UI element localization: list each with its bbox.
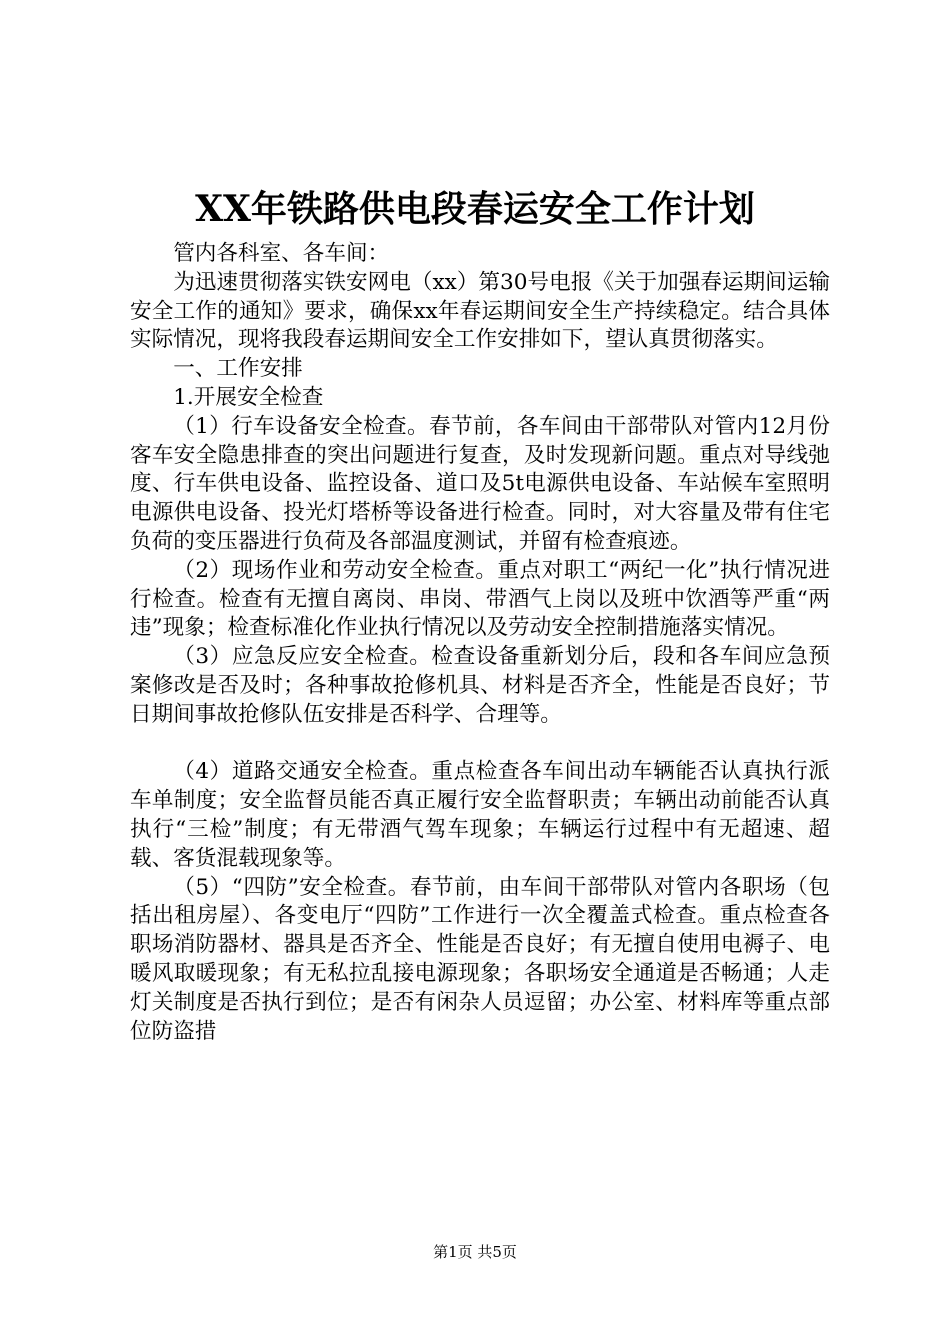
intro-paragraph: 为迅速贯彻落实铁安网电（xx）第30号电报《关于加强春运期间运输安全工作的通知》要求，确保xx年春运期间安全生产持续稳定。结合具体实际情况，现将我段春运期间安全工作安排如下，望认真贯彻落实。 — [130, 269, 830, 353]
salutation: 管内各科室、各车间： — [173, 241, 390, 266]
item-paragraph: （1）行车设备安全检查。春节前，各车间由干部带队对管内12月份客车安全隐患排查的突出问题进行复查，及时发现新问题。重点对导线弛度、行车供电设备、监控设备、道口及5t电源供电设备、车站候车室照明电源供电设备、投光灯塔桥等设备进行检查。同时，对大容量及带有住宅负荷的变压器进行负荷及各部温度测试，并留有检查痕迹。 — [130, 413, 830, 554]
item-paragraph: （2）现场作业和劳动安全检查。重点对职工“两纪一化”执行情况进行检查。检查有无擅自离岗、串岗、带酒气上岗以及班中饮酒等严重“两违”现象；检查标准化作业执行情况以及劳动安全控制措施落实情况。 — [130, 557, 830, 641]
subsection-heading: 1.开展安全检查 — [173, 384, 324, 410]
page-footer: 第1页 共5页 — [433, 1243, 517, 1261]
item-paragraph: （5）“四防”安全检查。春节前，由车间干部带队对管内各职场（包括出租房屋）、各变电厅“四防”工作进行一次全覆盖式检查。重点检查各职场消防器材、器具是否齐全、性能是否良好；有无擅自使用电褥子、电暖风取暖现象；有无私拉乱接电源现象；各职场安全通道是否畅通；人走灯关制度是否执行到位；是否有闲杂人员逗留；办公室、材料库等重点部位防盗措 — [130, 874, 830, 1044]
item-paragraph: （4）道路交通安全检查。重点检查各车间出动车辆能否认真执行派车单制度；安全监督员能否真正履行安全监督职责；车辆出动前能否认真执行“三检”制度；有无带酒气驾车现象；车辆运行过程中有无超速、超载、客货混载现象等。 — [130, 759, 830, 871]
document-body — [130, 240, 830, 1046]
document-title: XX年铁路供电段春运安全工作计划 — [195, 188, 755, 230]
item-paragraph: （3）应急反应安全检查。检查设备重新划分后，段和各车间应急预案修改是否及时；各种事故抢修机具、材料是否齐全，性能是否良好；节日期间事故抢修队伍安排是否科学、合理等。 — [130, 644, 830, 727]
section-heading: 一、工作安排 — [173, 356, 303, 382]
